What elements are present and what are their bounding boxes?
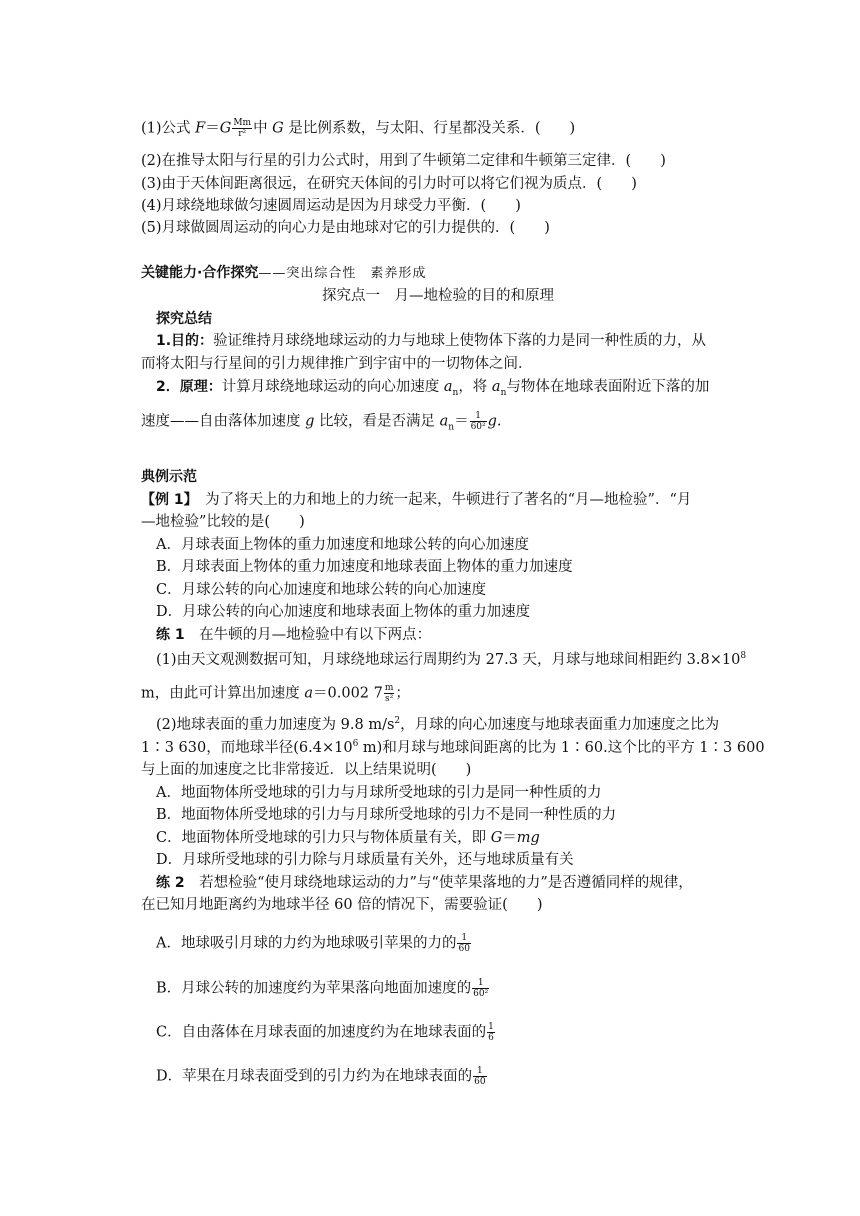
principle-line-1: [156, 377, 709, 397]
fraction: [232, 118, 252, 139]
practice-1-item-2-line-3: 与上面的加速度之比非常接近．以上结果说明( ): [141, 762, 472, 778]
var-mg: mg: [516, 830, 540, 846]
text: ＝: [502, 830, 517, 846]
frac-num: 1: [472, 978, 489, 989]
frac-num: 1: [470, 411, 487, 422]
frac-den: 60: [474, 1077, 486, 1087]
judge-item-4: (4)月球绕地球做匀速圆周运动是因为月球受力平衡．( ): [141, 198, 521, 214]
text: ，月球的向心加速度与地球表面重力加速度之比为: [400, 717, 720, 733]
frac-num: 1: [473, 1066, 486, 1077]
var-G: G: [490, 830, 503, 846]
purpose-label: 1.目的：: [156, 333, 214, 349]
practice-1-option-d: D．月球所受地球的引力除与月球质量有关外，还与地球质量有关: [156, 852, 574, 868]
frac-den: 60²: [470, 422, 486, 432]
frac-den: 60²: [473, 989, 489, 999]
subscript: n: [452, 387, 459, 398]
text: 在牛顿的月—地检验中有以下两点：: [184, 627, 432, 643]
fraction: [470, 411, 487, 432]
practice-1-item-2-line-1: [156, 715, 719, 735]
practice-2-line-1: [156, 873, 693, 893]
frac-den: 60: [458, 944, 470, 954]
judge-item-3: (3)由于天体间距离很远，在研究天体间的引力时可以将它们视为质点．( ): [141, 176, 637, 192]
text: (1)由天文观测数据可知，月球绕地球运行周期约为 27.3 天，月球与地球间相距约 3.8×10: [156, 652, 741, 668]
practice-2-option-d: [156, 1066, 488, 1087]
frac-num: Mm: [233, 118, 252, 128]
section-title: [141, 263, 426, 284]
text: 计算月球绕地球运动的向心加速度: [221, 379, 444, 395]
text: (1)公式: [141, 120, 196, 137]
var-a: a: [304, 685, 314, 702]
summary-heading: 探究总结: [156, 311, 212, 327]
fraction: [473, 1066, 486, 1087]
principle-label: 2．原理：: [156, 379, 222, 395]
frac-den: s²: [385, 694, 394, 704]
text: g.: [487, 413, 502, 430]
text: 速度——自由落体加速度: [141, 413, 306, 430]
section-subtitle: 探究点一 月—地检验的目的和原理: [322, 288, 554, 304]
practice-2-option-c: [156, 1022, 496, 1043]
practice-2-option-b: [156, 978, 490, 999]
var-G: G: [272, 120, 284, 137]
var-G: G: [219, 120, 232, 137]
superscript: 2: [394, 716, 401, 727]
practice-1-option-a: A．地面物体所受地球的引力与月球所受地球的引力是同一种性质的力: [156, 785, 602, 801]
example-1-line-1: [141, 490, 691, 510]
frac-num: 1: [488, 1022, 494, 1032]
text: (2)地球表面的重力加速度为 9.8 m/s: [156, 717, 395, 733]
var-a: a: [443, 379, 453, 395]
practice-2-option-a: [156, 933, 472, 954]
text: 比较，看是否满足: [314, 413, 440, 430]
practice-1-option-c: [156, 828, 540, 848]
example-1-option-d: D．月球公转的向心加速度和地球表面上物体的重力加速度: [156, 604, 531, 620]
fraction: [472, 978, 489, 999]
practice-1-option-b: B．地面物体所受地球的引力与月球所受地球的引力不是同一种性质的力: [156, 807, 617, 823]
frac-num: m: [384, 683, 394, 693]
judge-item-5: (5)月球做圆周运动的向心力是由地球对它的引力提供的．( ): [141, 220, 550, 236]
var-a: a: [439, 413, 449, 430]
purpose-line-1: [156, 331, 706, 351]
principle-line-2: [141, 411, 502, 432]
judge-item-1: [141, 118, 575, 139]
practice-1-item-1-line-2: [141, 683, 410, 704]
practice-1-title: [156, 625, 431, 645]
example-1-option-a: A．月球表面上物体的重力加速度和地球公转的向心加速度: [156, 537, 529, 553]
practice-label: 练 1: [156, 627, 185, 643]
text: 中: [253, 120, 273, 137]
text: 与物体在地球表面附近下落的加: [506, 379, 710, 395]
text: B．月球公转的加速度约为苹果落向地面加速度的: [156, 980, 472, 997]
text: m)和月球与地球间距离的比为 1∶60.这个比的平方 1∶3 600: [358, 740, 765, 756]
fraction: [384, 683, 395, 704]
text: ＝0.002 7: [313, 685, 383, 702]
var-a: a: [491, 379, 501, 395]
text: 是比例系数，与太阳、行星都没关系．( ): [283, 120, 576, 137]
subscript: n: [500, 387, 507, 398]
superscript: 6: [352, 739, 359, 750]
var-F: F: [195, 120, 206, 137]
frac-den: 6: [488, 1033, 494, 1043]
var-g: g: [305, 413, 315, 430]
subscript: n: [448, 422, 455, 433]
purpose-line-2: 而将太阳与行星间的引力规律推广到宇宙中的一切物体之间．: [141, 356, 533, 372]
example-label: 【例 1】: [141, 492, 191, 508]
frac-den: r²: [238, 129, 247, 139]
superscript: 8: [740, 651, 747, 662]
text: D．苹果在月球表面受到的引力约为在地球表面的: [156, 1068, 473, 1085]
practice-1-item-2-line-2: [141, 738, 765, 758]
practice-label: 练 2: [156, 875, 185, 891]
text: A．地球吸引月球的力约为地球吸引苹果的力的: [156, 935, 457, 952]
example-1-option-c: C．月球公转的向心加速度和地球公转的向心加速度: [156, 582, 487, 598]
fraction: [487, 1022, 495, 1043]
text: m，由此可计算出加速度: [141, 685, 305, 702]
text: ＝: [205, 120, 220, 137]
section-title-main: 关键能力·合作探究: [141, 265, 259, 281]
text: C．地面物体所受地球的引力只与物体质量有关，即: [156, 830, 491, 846]
text: ，将: [458, 379, 492, 395]
example-1-line-2: —地检验”比较的是( ): [141, 514, 305, 530]
text: 若想检验“使月球绕地球运动的力”与“使苹果落地的力”是否遵循同样的规律，: [184, 875, 693, 891]
judge-item-2: (2)在推导太阳与行星的引力公式时，用到了牛顿第二定律和牛顿第三定律．( ): [141, 153, 666, 169]
text: C．自由落体在月球表面的加速度约为在地球表面的: [156, 1024, 487, 1041]
fraction: [457, 933, 470, 954]
text: 验证维持月球绕地球运动的力与地球上使物体下落的力是同一种性质的力，从: [213, 333, 707, 349]
text: 为了将天上的力和地上的力统一起来，牛顿进行了著名的“月—地检验”．“月: [190, 492, 692, 508]
practice-1-item-1-line-1: [156, 650, 746, 670]
section-title-tail: ——突出综合性 素养形成: [258, 266, 427, 281]
example-heading: 典例示范: [141, 469, 197, 485]
example-1-option-b: B．月球表面上物体的重力加速度和地球表面上物体的重力加速度: [156, 559, 573, 575]
text: ＝: [454, 413, 469, 430]
text: 1∶3 630，而地球半径(6.4×10: [141, 740, 353, 756]
text: ；: [395, 685, 410, 702]
practice-2-line-2: 在已知月地距离约为地球半径 60 倍的情况下，需要验证( ): [141, 897, 543, 913]
frac-num: 1: [457, 933, 470, 944]
